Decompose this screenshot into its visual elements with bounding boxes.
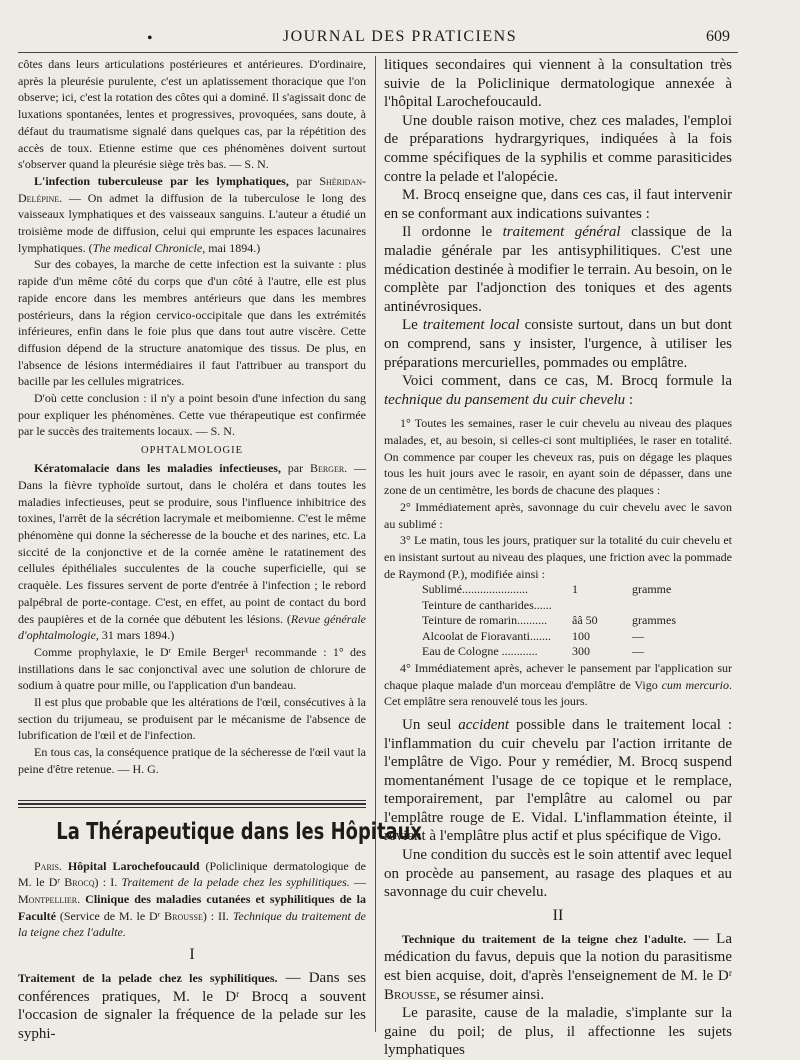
text: Il ordonne le bbox=[402, 224, 503, 241]
ingredient: Eau de Cologne ............ bbox=[422, 644, 538, 659]
text: 4° Immédiatement après, achever le pansement par l'application sur chaque plaque malade d'un morceau d'emplâtre de Vigo bbox=[384, 660, 732, 692]
text: , se résumer ainsi. bbox=[436, 986, 545, 1003]
page-number: 609 bbox=[706, 28, 730, 45]
ingredient: Sublimé...................... bbox=[422, 582, 529, 597]
journal-reference: The medical Chronicle, bbox=[92, 240, 206, 255]
author-name: Berger bbox=[309, 461, 345, 476]
text: Technique du traitement de la teigne chez l'adulte. bbox=[18, 908, 366, 940]
step-4 bbox=[384, 660, 732, 710]
quantity: ââ 50 bbox=[572, 613, 598, 628]
journal-reference: Revue générale d'ophtalmologie, bbox=[18, 611, 366, 643]
ingredient: Teinture de romarin.......... bbox=[422, 613, 548, 628]
text: . — Dans la fièvre typhoïde surtout, dans le choléra et dans toutes les maladies infectieuses, peut se produire, sous l'influence inhibitrice des toxines, l'arrêt de la sécrétion lacrymale et meibomienne. C'est le même phénomène qui donne la sécheresse de la bouche et des narines, etc. La siccité de la conjonctive et de la cornée amène le ratatinement des cellules épithéliales succulentes de la couche superficielle, qui se craquèle. Les fissures servent de porte d'entrée à l'infection ; le rebord palpébral de porte-contage. C'est, en effet, au point de contact du bord des paupières et de la cornée que débutent les lésions. ( bbox=[18, 461, 366, 626]
paragraph-parasite: Le parasite, cause de la maladie, s'implante sur la gaine du poil; de plus, il affectionne les sujets lymphatiques bbox=[384, 1005, 732, 1059]
unit bbox=[632, 598, 732, 614]
text: 31 mars 1894.) bbox=[98, 628, 175, 643]
article-keratomalacie bbox=[18, 460, 366, 644]
paragraph-accident bbox=[384, 716, 732, 846]
step-1: 1° Toutes les semaines, raser le cuir chevelu au niveau des plaques malades, et, au besoin, si celles-ci sont multipliées, le raser en totalité. On commence par couper les cheveux ras, puis on dégage les plaques tous les huit jours avec le rasoir, en ayant soin de dépasser, dans une zone de un centimètre, les bords de chacune des plaques : bbox=[384, 416, 732, 498]
quantity: 1 bbox=[572, 582, 578, 597]
text: Clinique des maladies cutanées et syphilitiques de la Faculté bbox=[18, 891, 366, 923]
formula-row bbox=[384, 582, 732, 598]
text: traitement local bbox=[422, 317, 520, 334]
section-title: La Thérapeutique dans les Hôpitaux bbox=[56, 818, 422, 845]
paragraph-traitement-general bbox=[384, 223, 732, 316]
unit: — bbox=[632, 628, 644, 643]
text: Un seul bbox=[402, 716, 459, 733]
header-dot: • bbox=[147, 30, 153, 47]
text: mai 1894.) bbox=[205, 240, 261, 255]
text: : bbox=[625, 391, 634, 408]
text: Paris. bbox=[34, 858, 62, 873]
right-column bbox=[384, 56, 732, 1060]
text: Traitement de la pelade chez les syphilitiques. bbox=[121, 875, 350, 890]
roman-numeral-one: I bbox=[189, 946, 195, 964]
unit: gramme bbox=[632, 582, 672, 597]
text: par bbox=[288, 173, 320, 188]
text: classique de la maladie générale par les antisyphilitiques. C'est une médication destinée à modifier le terrain. Au besoin, on le complète par l'adjonction des toniques et des agents antinévrosiques. bbox=[384, 224, 733, 315]
formula-row bbox=[384, 629, 732, 645]
paragraph-trijumeau: Il est plus que probable que les altérations de l'œil, consécutives à la section du trijumeau, se produisent par le mécanisme de l'absence de lubrification de l'œil et de l'infection. bbox=[18, 695, 366, 743]
formula-row bbox=[384, 613, 732, 629]
column-divider bbox=[375, 56, 376, 1032]
paragraph-brocq-enseigne: M. Brocq enseigne que, dans ces cas, il faut intervenir en se conformant aux indications suivantes : bbox=[384, 187, 732, 222]
text: traitement général bbox=[502, 224, 621, 241]
text: . Cet emplâtre sera renouvelé tous les jours. bbox=[384, 677, 733, 709]
paragraph-pleuresie: côtes dans leurs articulations postérieures et antérieures. D'ordinaire, après la pleurésie purulente, c'est un aplatissement thoracique que l'on observe; ici, c'est la rotation des côtes qui a dominé. Il s'agissait donc de luxations spontanées, lentes et progressives, provoquées, sans doute, à défaut du traumatisme signalé dans quelques cas, par la répétition des accès de toux. Etienne estime que ces phénomènes doivent surtout s'observer quand la pleurésie siège très bas. — S. N. bbox=[18, 57, 366, 172]
text: accident bbox=[458, 716, 510, 733]
text: possible dans le traitement local : l'inflammation du cuir chevelu par l'action irritante de l'emplâtre de Vigo. Pour y remédier, M. Brocq suspend momentanément l'usage de ce topique et le remplace, temporairement, par l'emplâtre au calomel ou par l'emplâtre rouge de E. Vidal. L'inflammation éteinte, il revient à l'emplâtre plus actif et plus spécifique de Vigo. bbox=[384, 716, 732, 845]
unit: — bbox=[632, 644, 644, 659]
paragraph-prophylaxie: Comme prophylaxie, le Dʳ Emile Berger¹ recommande : 1° des instillations dans le sac conjonctival avec une solution de chlorure de sodium à quatre pour mille, ou l'application d'un bandeau. bbox=[18, 644, 366, 693]
text: — Montpellier. bbox=[18, 875, 367, 906]
article-title: Kératomalacie dans les maladies infectieuses, bbox=[34, 461, 281, 476]
paragraph-consequence: En tous cas, la conséquence pratique de la sécheresse de l'œil vaut la peine d'être retenue. — H. G. bbox=[18, 745, 366, 776]
article-title: L'infection tuberculeuse par les lymphatiques, bbox=[34, 173, 289, 188]
journal-title: JOURNAL DES PRATICIENS bbox=[282, 28, 518, 45]
section-heading-ophtalmologie: OPHTALMOLOGIE bbox=[141, 445, 243, 457]
formula-row bbox=[384, 598, 732, 614]
step-3: 3° Le matin, tous les jours, pratiquer sur la totalité du cuir chevelu et en insistant surtout au niveau des plaques, une friction avec la pommade de Raymond (P.), modifiée ainsi : bbox=[384, 533, 732, 581]
formula-row bbox=[384, 644, 732, 660]
text: Le bbox=[402, 317, 423, 334]
text: Brousse bbox=[164, 908, 203, 923]
summary-paragraph bbox=[18, 858, 366, 942]
text: par bbox=[280, 461, 310, 476]
quantity: 100 bbox=[572, 628, 590, 643]
paragraph-litiques: litiques secondaires qui viennent à la consultation très suivie de la Policlinique dermatologique annexée à l'hôpital Larochefoucauld. bbox=[384, 57, 732, 111]
text: Hôpital Larochefoucauld bbox=[61, 858, 200, 873]
paragraph-condition: Une condition du succès est le soin attentif avec lequel on procède au pansement, au rasage des plaques et au savonnage du cuir chevelu. bbox=[384, 847, 732, 901]
author-name: Brousse bbox=[384, 986, 437, 1003]
ingredient: Alcoolat de Fioravanti....... bbox=[422, 628, 551, 643]
article-lymphatiques bbox=[18, 173, 366, 257]
text: Voici comment, dans ce cas, M. Brocq formule la bbox=[402, 373, 732, 390]
paragraph-double-raison: Une double raison motive, chez ces malades, l'emploi de préparations hydrargyriques, indiquées à la fois comme spécifiques de la syphilis et comme parasiticides contre la pelade et l'alopécie. bbox=[384, 112, 732, 185]
text: . — On admet la diffusion de la tuberculose le long des vaisseaux lymphatiques et des vaisseaux sanguins. L'auteur a étudié un troisième mode de diffusion, celui qui emprunte les espaces lacunaires lymphatiques. ( bbox=[18, 190, 366, 255]
left-column bbox=[18, 56, 422, 1043]
header-rule bbox=[18, 52, 738, 53]
paragraph-conclusion: D'où cette conclusion : il n'y a point besoin d'une infection du sang pour expliquer les phénomènes. Cette vue thérapeutique est confirmée par le succès des traitements locaux. — S. N. bbox=[18, 391, 366, 439]
article-teigne bbox=[384, 930, 732, 1004]
text: — Dans ses conférences pratiques, M. le Dʳ Brocq a souvent l'occasion de signaler la fréquence de la pelade sur les syphi- bbox=[18, 970, 366, 1042]
ingredient: Teinture de cantharides...... bbox=[422, 597, 552, 612]
text: (Service de M. le Dʳ bbox=[56, 908, 165, 923]
text: — La médication du favus, depuis que la notion du parasitisme est bien acquise, doit, d'après l'enseignement de M. le Dʳ bbox=[384, 930, 732, 985]
quantity bbox=[572, 598, 632, 614]
text: cum mercurio bbox=[661, 677, 730, 692]
paragraph-cobayes: Sur des cobayes, la marche de cette infection est la suivante : plus rapide d'un même côté du corps que d'un côté à l'autre, elle est plus rapide encore dans les membres antérieurs que dans les membres postérieurs, dans la région cervico-occipitale que dans les extrémités inférieures, enfin dans le foie plus que dans tout autre viscère. Cette diffusion dépend de la structure anatomique des tissus. De plus, en l'absence de lésions intermédiaires il faut l'attribuer au transport du bacille par les cellules migratrices. bbox=[18, 257, 366, 389]
paragraph-traitement-local bbox=[384, 316, 732, 372]
section-rule bbox=[18, 800, 366, 808]
article-title: Traitement de la pelade chez les syphilitiques. bbox=[18, 971, 278, 986]
unit: grammes bbox=[632, 613, 676, 628]
running-header bbox=[0, 28, 800, 50]
formula-table bbox=[384, 582, 732, 660]
text: ) : I. bbox=[94, 875, 122, 890]
text: ) : II. bbox=[202, 908, 233, 923]
roman-numeral-two: II bbox=[552, 906, 564, 924]
article-pelade bbox=[18, 969, 366, 1043]
text: consiste surtout, dans un but dont on comprend, sans y insister, l'urgence, à utiliser les préparations mercurielles, pommades ou emplâtre. bbox=[384, 317, 732, 371]
text: (Policlinique dermatologique de M. le Dʳ bbox=[18, 858, 366, 890]
step-2: 2° Immédiatement après, savonnage du cuir chevelu avec le savon au sublimé : bbox=[384, 499, 732, 531]
article-title: Technique du traitement de la teigne chez l'adulte. bbox=[402, 931, 687, 946]
text: technique du pansement du cuir chevelu bbox=[384, 391, 626, 408]
text: Brocq bbox=[64, 875, 95, 890]
quantity: 300 bbox=[572, 644, 590, 659]
author-name: Shéridan-Delépine bbox=[18, 173, 366, 205]
paragraph-voici-comment bbox=[384, 372, 732, 409]
